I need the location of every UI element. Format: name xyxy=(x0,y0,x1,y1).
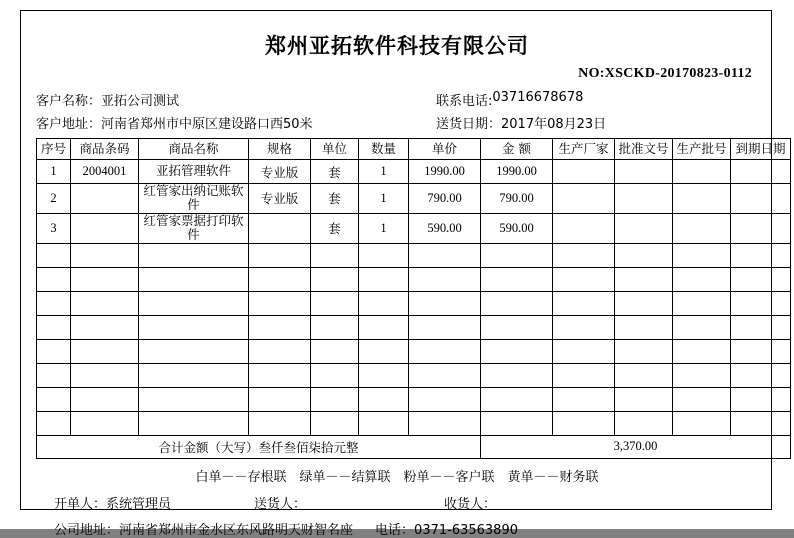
cell-index: 2 xyxy=(37,184,71,214)
cell-spec-empty xyxy=(249,339,311,363)
cell-manufacturer-empty xyxy=(553,267,615,291)
cell-spec-empty xyxy=(249,363,311,387)
col-header-qty: 数量 xyxy=(359,139,409,160)
cell-qty-empty xyxy=(359,315,409,339)
cell-approval-no-empty xyxy=(615,363,673,387)
cell-amount-empty xyxy=(481,291,553,315)
table-row-empty xyxy=(37,243,791,267)
cell-amount: 1990.00 xyxy=(481,160,553,184)
cell-price-empty xyxy=(409,315,481,339)
cell-amount-empty xyxy=(481,243,553,267)
col-header-amount: 金 额 xyxy=(481,139,553,160)
cell-batch-no-empty xyxy=(673,291,731,315)
cell-name: 亚拓管理软件 xyxy=(139,160,249,184)
table-row-empty xyxy=(37,411,791,435)
cell-spec: 专业版 xyxy=(249,184,311,214)
cell-manufacturer-empty xyxy=(553,387,615,411)
table-row-empty xyxy=(37,291,791,315)
cell-manufacturer-empty xyxy=(553,363,615,387)
cell-batch-no xyxy=(673,213,731,243)
cell-index: 1 xyxy=(37,160,71,184)
cell-price-empty xyxy=(409,411,481,435)
delivery-date-value: 2017年08月23日 xyxy=(501,117,607,132)
col-header-index: 序号 xyxy=(37,139,71,160)
cell-qty-empty xyxy=(359,387,409,411)
cell-name-empty xyxy=(139,291,249,315)
company-tel-value: 0371-63563890 xyxy=(414,522,518,538)
cell-expiry-empty xyxy=(731,339,791,363)
cell-qty: 1 xyxy=(359,213,409,243)
contact-phone-label: 联系电话: xyxy=(436,94,493,109)
customer-address-group xyxy=(36,113,436,132)
cell-price: 790.00 xyxy=(409,184,481,214)
copies-note: 白单－－存根联 绿单－－结算联 粉单－－客户联 黄单－－财务联 xyxy=(195,469,599,485)
cell-approval-no xyxy=(615,213,673,243)
cell-barcode-empty xyxy=(71,411,139,435)
cell-index-empty xyxy=(37,315,71,339)
cell-manufacturer xyxy=(553,213,615,243)
delivery-date-label: 送货日期： xyxy=(436,117,502,132)
cell-expiry-empty xyxy=(731,387,791,411)
cell-spec-empty xyxy=(249,387,311,411)
total-amount-value: 3,370.00 xyxy=(481,435,791,458)
cell-barcode-empty xyxy=(71,339,139,363)
cell-amount-empty xyxy=(481,267,553,291)
cell-unit-empty xyxy=(311,315,359,339)
customer-name-label: 客户名称： xyxy=(36,94,102,109)
cell-name-empty xyxy=(139,267,249,291)
table-header-row xyxy=(37,139,791,160)
cell-barcode xyxy=(71,213,139,243)
total-amount-words: 合计金额（大写）叁仟叁佰柒拾元整 xyxy=(37,435,481,458)
company-contact-row xyxy=(36,519,758,538)
cell-unit-empty xyxy=(311,267,359,291)
cell-amount-empty xyxy=(481,411,553,435)
company-title: 郑州亚拓软件科技有限公司 xyxy=(265,34,529,58)
table-row xyxy=(37,184,791,214)
table-total-row xyxy=(37,435,791,458)
cell-approval-no xyxy=(615,184,673,214)
cell-index-empty xyxy=(37,243,71,267)
cell-spec-empty xyxy=(249,267,311,291)
cell-index: 3 xyxy=(37,213,71,243)
info-row-customer xyxy=(36,90,758,109)
cell-index-empty xyxy=(37,411,71,435)
cell-expiry-empty xyxy=(731,363,791,387)
contact-phone-group xyxy=(436,90,583,109)
cell-unit: 套 xyxy=(311,184,359,214)
cell-approval-no-empty xyxy=(615,315,673,339)
issuer-value: 系统管理员 xyxy=(106,496,172,512)
col-header-manufacturer: 生产厂家 xyxy=(553,139,615,160)
cell-name-empty xyxy=(139,411,249,435)
cell-unit-empty xyxy=(311,339,359,363)
cell-amount: 590.00 xyxy=(481,213,553,243)
table-row-empty xyxy=(37,267,791,291)
cell-approval-no-empty xyxy=(615,339,673,363)
table-row-empty xyxy=(37,339,791,363)
cell-batch-no-empty xyxy=(673,267,731,291)
cell-manufacturer-empty xyxy=(553,315,615,339)
customer-name-group xyxy=(36,90,436,109)
cell-name: 红管家票据打印软件 xyxy=(139,213,249,243)
cell-name-empty xyxy=(139,363,249,387)
signature-row xyxy=(36,493,758,512)
company-address-label: 公司地址： xyxy=(54,522,120,538)
cell-price-empty xyxy=(409,267,481,291)
cell-index-empty xyxy=(37,291,71,315)
col-header-barcode: 商品条码 xyxy=(71,139,139,160)
cell-name-empty xyxy=(139,387,249,411)
cell-expiry-empty xyxy=(731,243,791,267)
cell-unit: 套 xyxy=(311,213,359,243)
cell-expiry-empty xyxy=(731,267,791,291)
cell-amount-empty xyxy=(481,387,553,411)
cell-qty-empty xyxy=(359,339,409,363)
line-items-table xyxy=(36,138,791,459)
cell-unit-empty xyxy=(311,243,359,267)
cell-price-empty xyxy=(409,339,481,363)
receiver-label: 收货人： xyxy=(444,496,497,512)
cell-manufacturer-empty xyxy=(553,411,615,435)
cell-qty: 1 xyxy=(359,184,409,214)
cell-batch-no-empty xyxy=(673,363,731,387)
cell-approval-no-empty xyxy=(615,411,673,435)
cell-amount-empty xyxy=(481,339,553,363)
cell-expiry xyxy=(731,160,791,184)
cell-unit-empty xyxy=(311,411,359,435)
cell-spec-empty xyxy=(249,243,311,267)
cell-index-empty xyxy=(37,339,71,363)
cell-spec-empty xyxy=(249,411,311,435)
issuer-group xyxy=(36,493,254,512)
col-header-price: 单价 xyxy=(409,139,481,160)
cell-barcode-empty xyxy=(71,291,139,315)
cell-approval-no-empty xyxy=(615,243,673,267)
cell-index-empty xyxy=(37,363,71,387)
cell-approval-no-empty xyxy=(615,267,673,291)
deliverer-group xyxy=(254,493,444,512)
cell-barcode: 2004001 xyxy=(71,160,139,184)
cell-expiry xyxy=(731,213,791,243)
cell-barcode xyxy=(71,184,139,214)
cell-name-empty xyxy=(139,243,249,267)
cell-qty-empty xyxy=(359,363,409,387)
cell-amount-empty xyxy=(481,363,553,387)
cell-qty-empty xyxy=(359,267,409,291)
cell-spec-empty xyxy=(249,291,311,315)
col-header-expiry: 到期日期 xyxy=(731,139,791,160)
cell-spec: 专业版 xyxy=(249,160,311,184)
customer-address-value: 河南省郑州市中原区建设路口西50米 xyxy=(101,117,313,132)
cell-price: 590.00 xyxy=(409,213,481,243)
table-row xyxy=(37,160,791,184)
delivery-date-group xyxy=(436,113,606,132)
company-tel-label: 电话： xyxy=(375,522,415,538)
table-body xyxy=(37,160,791,436)
cell-approval-no xyxy=(615,160,673,184)
cell-qty: 1 xyxy=(359,160,409,184)
cell-qty-empty xyxy=(359,243,409,267)
cell-name-empty xyxy=(139,339,249,363)
cell-spec xyxy=(249,213,311,243)
cell-unit-empty xyxy=(311,387,359,411)
col-header-batch-no: 生产批号 xyxy=(673,139,731,160)
company-address-value: 河南省郑州市金水区东风路明天财智名座 xyxy=(119,522,354,538)
customer-address-label: 客户地址： xyxy=(36,117,102,132)
cell-unit: 套 xyxy=(311,160,359,184)
cell-expiry xyxy=(731,184,791,214)
table-row-empty xyxy=(37,363,791,387)
cell-price-empty xyxy=(409,363,481,387)
cell-barcode-empty xyxy=(71,387,139,411)
cell-index-empty xyxy=(37,387,71,411)
cell-price-empty xyxy=(409,291,481,315)
cell-spec-empty xyxy=(249,315,311,339)
cell-qty-empty xyxy=(359,411,409,435)
cell-expiry-empty xyxy=(731,315,791,339)
cell-manufacturer-empty xyxy=(553,291,615,315)
cell-name: 红管家出纳记账软件 xyxy=(139,184,249,214)
issuer-label: 开单人： xyxy=(54,496,107,512)
table-row xyxy=(37,213,791,243)
cell-batch-no-empty xyxy=(673,243,731,267)
cell-index-empty xyxy=(37,267,71,291)
cell-barcode-empty xyxy=(71,363,139,387)
cell-batch-no-empty xyxy=(673,411,731,435)
info-row-address xyxy=(36,113,758,132)
cell-amount-empty xyxy=(481,315,553,339)
invoice-document xyxy=(36,26,786,538)
cell-expiry-empty xyxy=(731,411,791,435)
table-row-empty xyxy=(37,315,791,339)
cell-manufacturer xyxy=(553,160,615,184)
cell-manufacturer xyxy=(553,184,615,214)
cell-price: 1990.00 xyxy=(409,160,481,184)
cell-amount: 790.00 xyxy=(481,184,553,214)
cell-name-empty xyxy=(139,315,249,339)
cell-barcode-empty xyxy=(71,243,139,267)
table-row-empty xyxy=(37,387,791,411)
cell-batch-no-empty xyxy=(673,339,731,363)
col-header-unit: 单位 xyxy=(311,139,359,160)
cell-batch-no-empty xyxy=(673,387,731,411)
cell-barcode-empty xyxy=(71,267,139,291)
cell-barcode-empty xyxy=(71,315,139,339)
document-number: NO:XSCKD-20170823-0112 xyxy=(578,66,752,81)
cell-qty-empty xyxy=(359,291,409,315)
deliverer-label: 送货人： xyxy=(254,496,307,512)
cell-batch-no xyxy=(673,160,731,184)
contact-phone-value: 03716678678 xyxy=(492,90,584,105)
col-header-approval-no: 批准文号 xyxy=(615,139,673,160)
cell-price-empty xyxy=(409,243,481,267)
cell-batch-no-empty xyxy=(673,315,731,339)
cell-price-empty xyxy=(409,387,481,411)
cell-manufacturer-empty xyxy=(553,339,615,363)
cell-expiry-empty xyxy=(731,291,791,315)
cell-unit-empty xyxy=(311,363,359,387)
customer-name-value: 亚拓公司测试 xyxy=(101,94,180,109)
cell-approval-no-empty xyxy=(615,387,673,411)
col-header-spec: 规格 xyxy=(249,139,311,160)
col-header-name: 商品名称 xyxy=(139,139,249,160)
cell-manufacturer-empty xyxy=(553,243,615,267)
receiver-group xyxy=(444,493,496,512)
cell-batch-no xyxy=(673,184,731,214)
cell-approval-no-empty xyxy=(615,291,673,315)
cell-unit-empty xyxy=(311,291,359,315)
